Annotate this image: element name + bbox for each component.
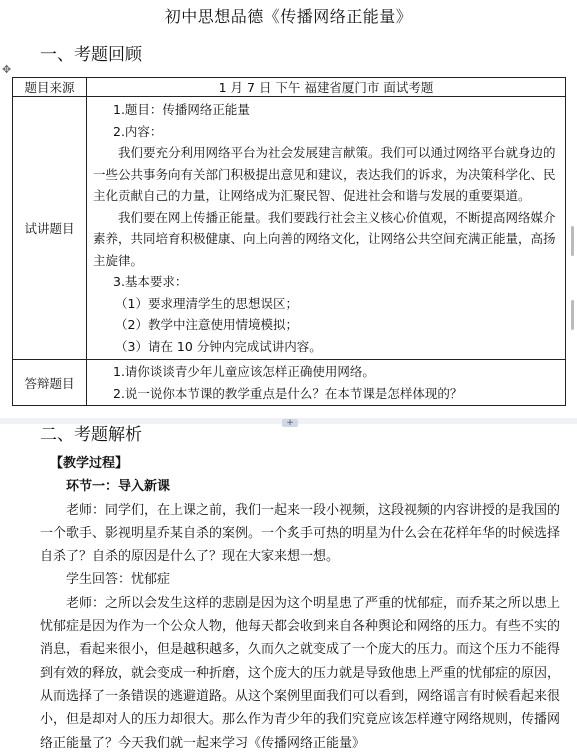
source-label: 题目来源	[13, 78, 87, 97]
topic-content-cell	[87, 97, 566, 360]
table-row	[13, 78, 566, 97]
content-heading: 2.内容：	[113, 123, 163, 139]
add-row-plus-icon[interactable]: +	[282, 419, 298, 427]
table-row	[13, 360, 566, 406]
requirement-item: （2）教学中注意使用情境模拟；	[115, 317, 298, 332]
defense-label: 答辩题目	[13, 360, 87, 406]
analysis-body	[40, 452, 565, 755]
defense-content-cell	[87, 360, 566, 406]
table-move-handle-icon[interactable]: ✥	[2, 63, 12, 76]
content-paragraph: 我们要在网上传播正能量。我们要践行社会主义核心价值观，不断提高网络媒介素养，共同培育积极健康、向上向善的网络文化，让网络公共空间充满正能量，高扬主旋律。	[93, 209, 556, 268]
table-row	[13, 97, 566, 360]
table-resize-handle[interactable]	[571, 226, 574, 256]
teacher-paragraph: 老师：同学们，在上课之前，我们一起来一段小视频，这段视频的内容讲授的是我国的一个歌手、影视明星乔某自杀的案例。一个炙手可热的明星为什么会在花样年华的时候选择自杀了？自杀的原因是什么了？现在大家来想一想。	[40, 502, 561, 565]
document-title: 初中思想品德《传播网络正能量》	[164, 7, 413, 26]
section-heading-analysis: 二、考题解析	[40, 425, 142, 445]
topic-label: 试讲题目	[13, 97, 87, 360]
teacher-paragraph: 老师：之所以会发生这样的悲剧是因为这个明星患了严重的忧郁症，而乔某之所以患上忧郁症是因为作为一个公众人物，他每天都会收到来自各种舆论和网络的压力。有些不实的消息，看起来很小，但是越积越多，久而久之就变成了一个庞大的压力。而这个压力不能得到有效的释放，就会变成一种折磨，这个庞大的压力就是导致他患上严重的忧郁症的原因，从而选择了一条错误的逃避道路。从这个案例里面我们可以看到，网络谣言有时候看起来很小，但是却对人的压力却很大。那么作为青少年的我们究竟应该怎样遵守网络规则，传播网络正能量了？今天我们就一起来学习《传播网络正能量》	[40, 595, 561, 751]
step-heading: 环节一：导入新课	[66, 479, 171, 495]
process-tag: 【教学过程】	[50, 456, 129, 471]
defense-question: 1.请你谈谈青少年儿童应该怎样正确使用网络。	[113, 364, 375, 379]
requirement-item: （3）请在 10 分钟内完成试讲内容。	[115, 338, 322, 354]
topic-line: 1.题目：传播网络正能量	[113, 102, 250, 117]
table-resize-handle[interactable]	[571, 300, 574, 330]
exam-info-table	[12, 77, 566, 406]
section-heading-review: 一、考题回顾	[40, 45, 142, 65]
content-paragraph: 我们要充分利用网络平台为社会发展建言献策。我们可以通过网络平台就身边的一些公共事务向有关部门积极提出意见和建议，表达我们的诉求，为决策科学化、民主化贡献自己的力量，让网络成为汇聚民智、促进社会和谐与发展的重要渠道。	[93, 145, 556, 203]
requirement-item: （1）要求理清学生的思想误区；	[115, 295, 298, 311]
source-value: 1 月 7 日 下午 福建省厦门市 面试考题	[87, 78, 566, 97]
defense-question: 2.说一说你本节课的教学重点是什么？在本节课是怎样体现的？	[113, 385, 463, 401]
student-answer: 学生回答：忧郁症	[66, 572, 171, 588]
requirements-heading: 3.基本要求：	[113, 274, 188, 289]
